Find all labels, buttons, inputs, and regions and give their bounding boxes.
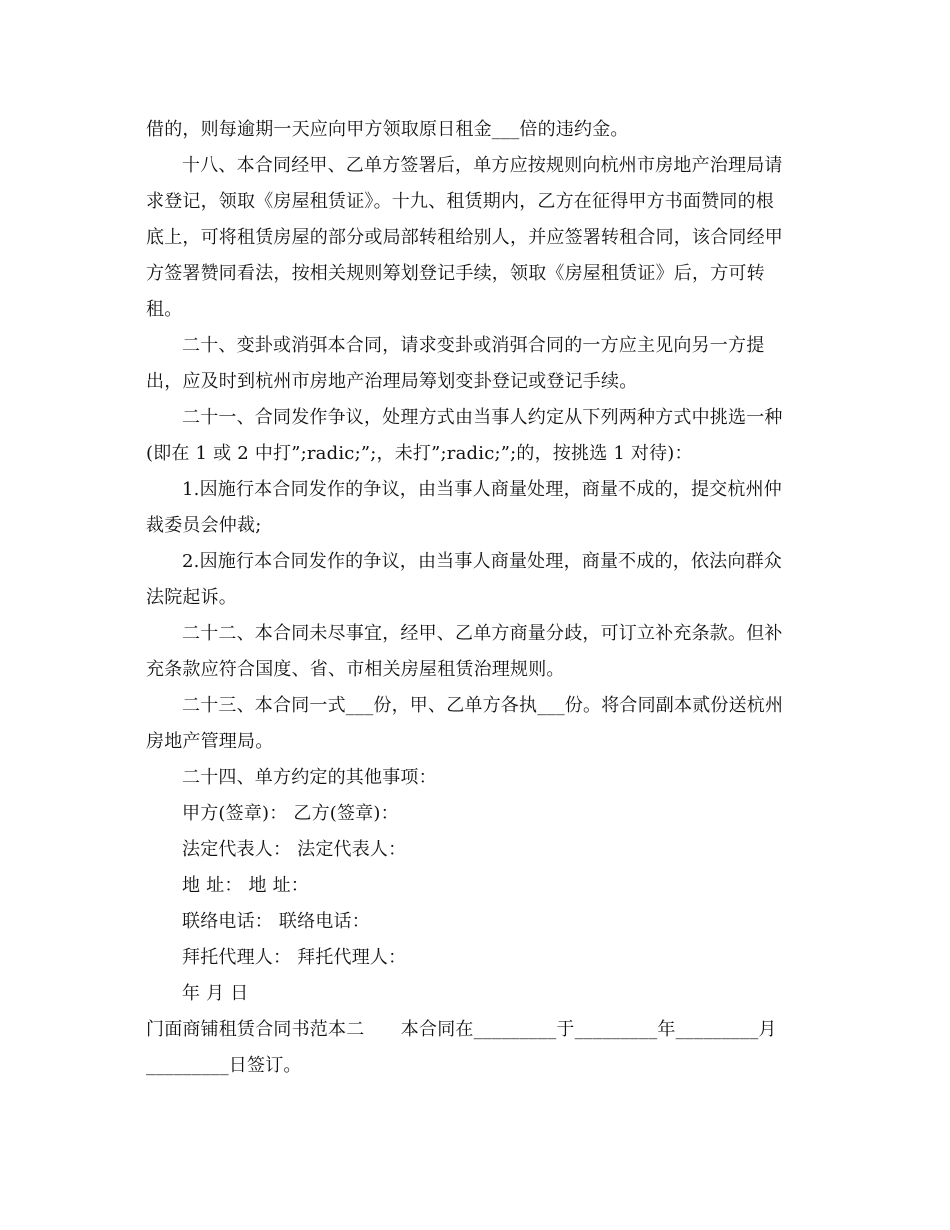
line-27: _________日签订。 [146, 1055, 302, 1076]
line-4: 底上，可将租赁房屋的部分或局部转租给别人，并应签署转租合同，该合同经甲 [146, 227, 783, 248]
line-7: 二十、变卦或消弭本合同，请求变卦或消弭合同的一方应主见向另一方提 [182, 335, 765, 356]
line-26: 门面商铺租赁合同书范本二 本合同在_________于_________年_________月 [146, 1019, 777, 1040]
line-25: 年 月 日 [182, 983, 249, 1004]
line-11: 1.因施行本合同发作的争议，由当事人商量处理，商量不成的，提交杭州仲 [182, 479, 782, 500]
line-10: (即在 1 或 2 中打”;radic;”;，未打”;radic;”;的，按挑选 1 对待)： [146, 443, 693, 464]
line-1: 借的，则每逾期一天应向甲方领取原日租金___倍的违约金。 [146, 119, 629, 140]
line-12: 裁委员会仲裁; [146, 515, 262, 536]
line-5: 方签署赞同看法，按相关规则筹划登记手续，领取《房屋租赁证》后，方可转 [146, 263, 765, 284]
line-2: 十八、本合同经甲、乙单方签署后，单方应按规则向杭州市房地产治理局请 [182, 155, 783, 176]
line-16: 充条款应符合国度、省、市相关房屋租赁治理规则。 [146, 659, 565, 680]
line-15: 二十二、本合同未尽事宜，经甲、乙单方商量分歧，可订立补充条款。但补 [182, 623, 783, 644]
line-23: 联络电话： 联络电话： [182, 911, 370, 932]
line-9: 二十一、合同发作争议，处理方式由当事人约定从下列两种方式中挑选一种 [182, 407, 783, 428]
line-3: 求登记，领取《房屋租赁证》。十九、租赁期内，乙方在征得甲方书面赞同的根 [146, 191, 774, 212]
line-20: 甲方(签章)： 乙方(签章)： [182, 803, 399, 824]
line-13: 2.因施行本合同发作的争议，由当事人商量处理，商量不成的，依法向群众 [182, 551, 782, 572]
line-24: 拜托代理人： 拜托代理人： [182, 947, 407, 968]
document-page [146, 112, 808, 1084]
line-18: 房地产管理局。 [146, 731, 274, 752]
line-14: 法院起诉。 [146, 587, 237, 608]
line-6: 租。 [146, 299, 183, 320]
line-21: 法定代表人： 法定代表人： [182, 839, 407, 860]
line-22: 地 址： 地 址： [182, 875, 309, 896]
line-8: 出，应及时到杭州市房地产治理局筹划变卦登记或登记手续。 [146, 371, 638, 392]
line-17: 二十三、本合同一式___份，甲、乙单方各执___份。将合同副本贰份送杭州 [182, 695, 784, 716]
line-19: 二十四、单方约定的其他事项： [182, 767, 437, 788]
